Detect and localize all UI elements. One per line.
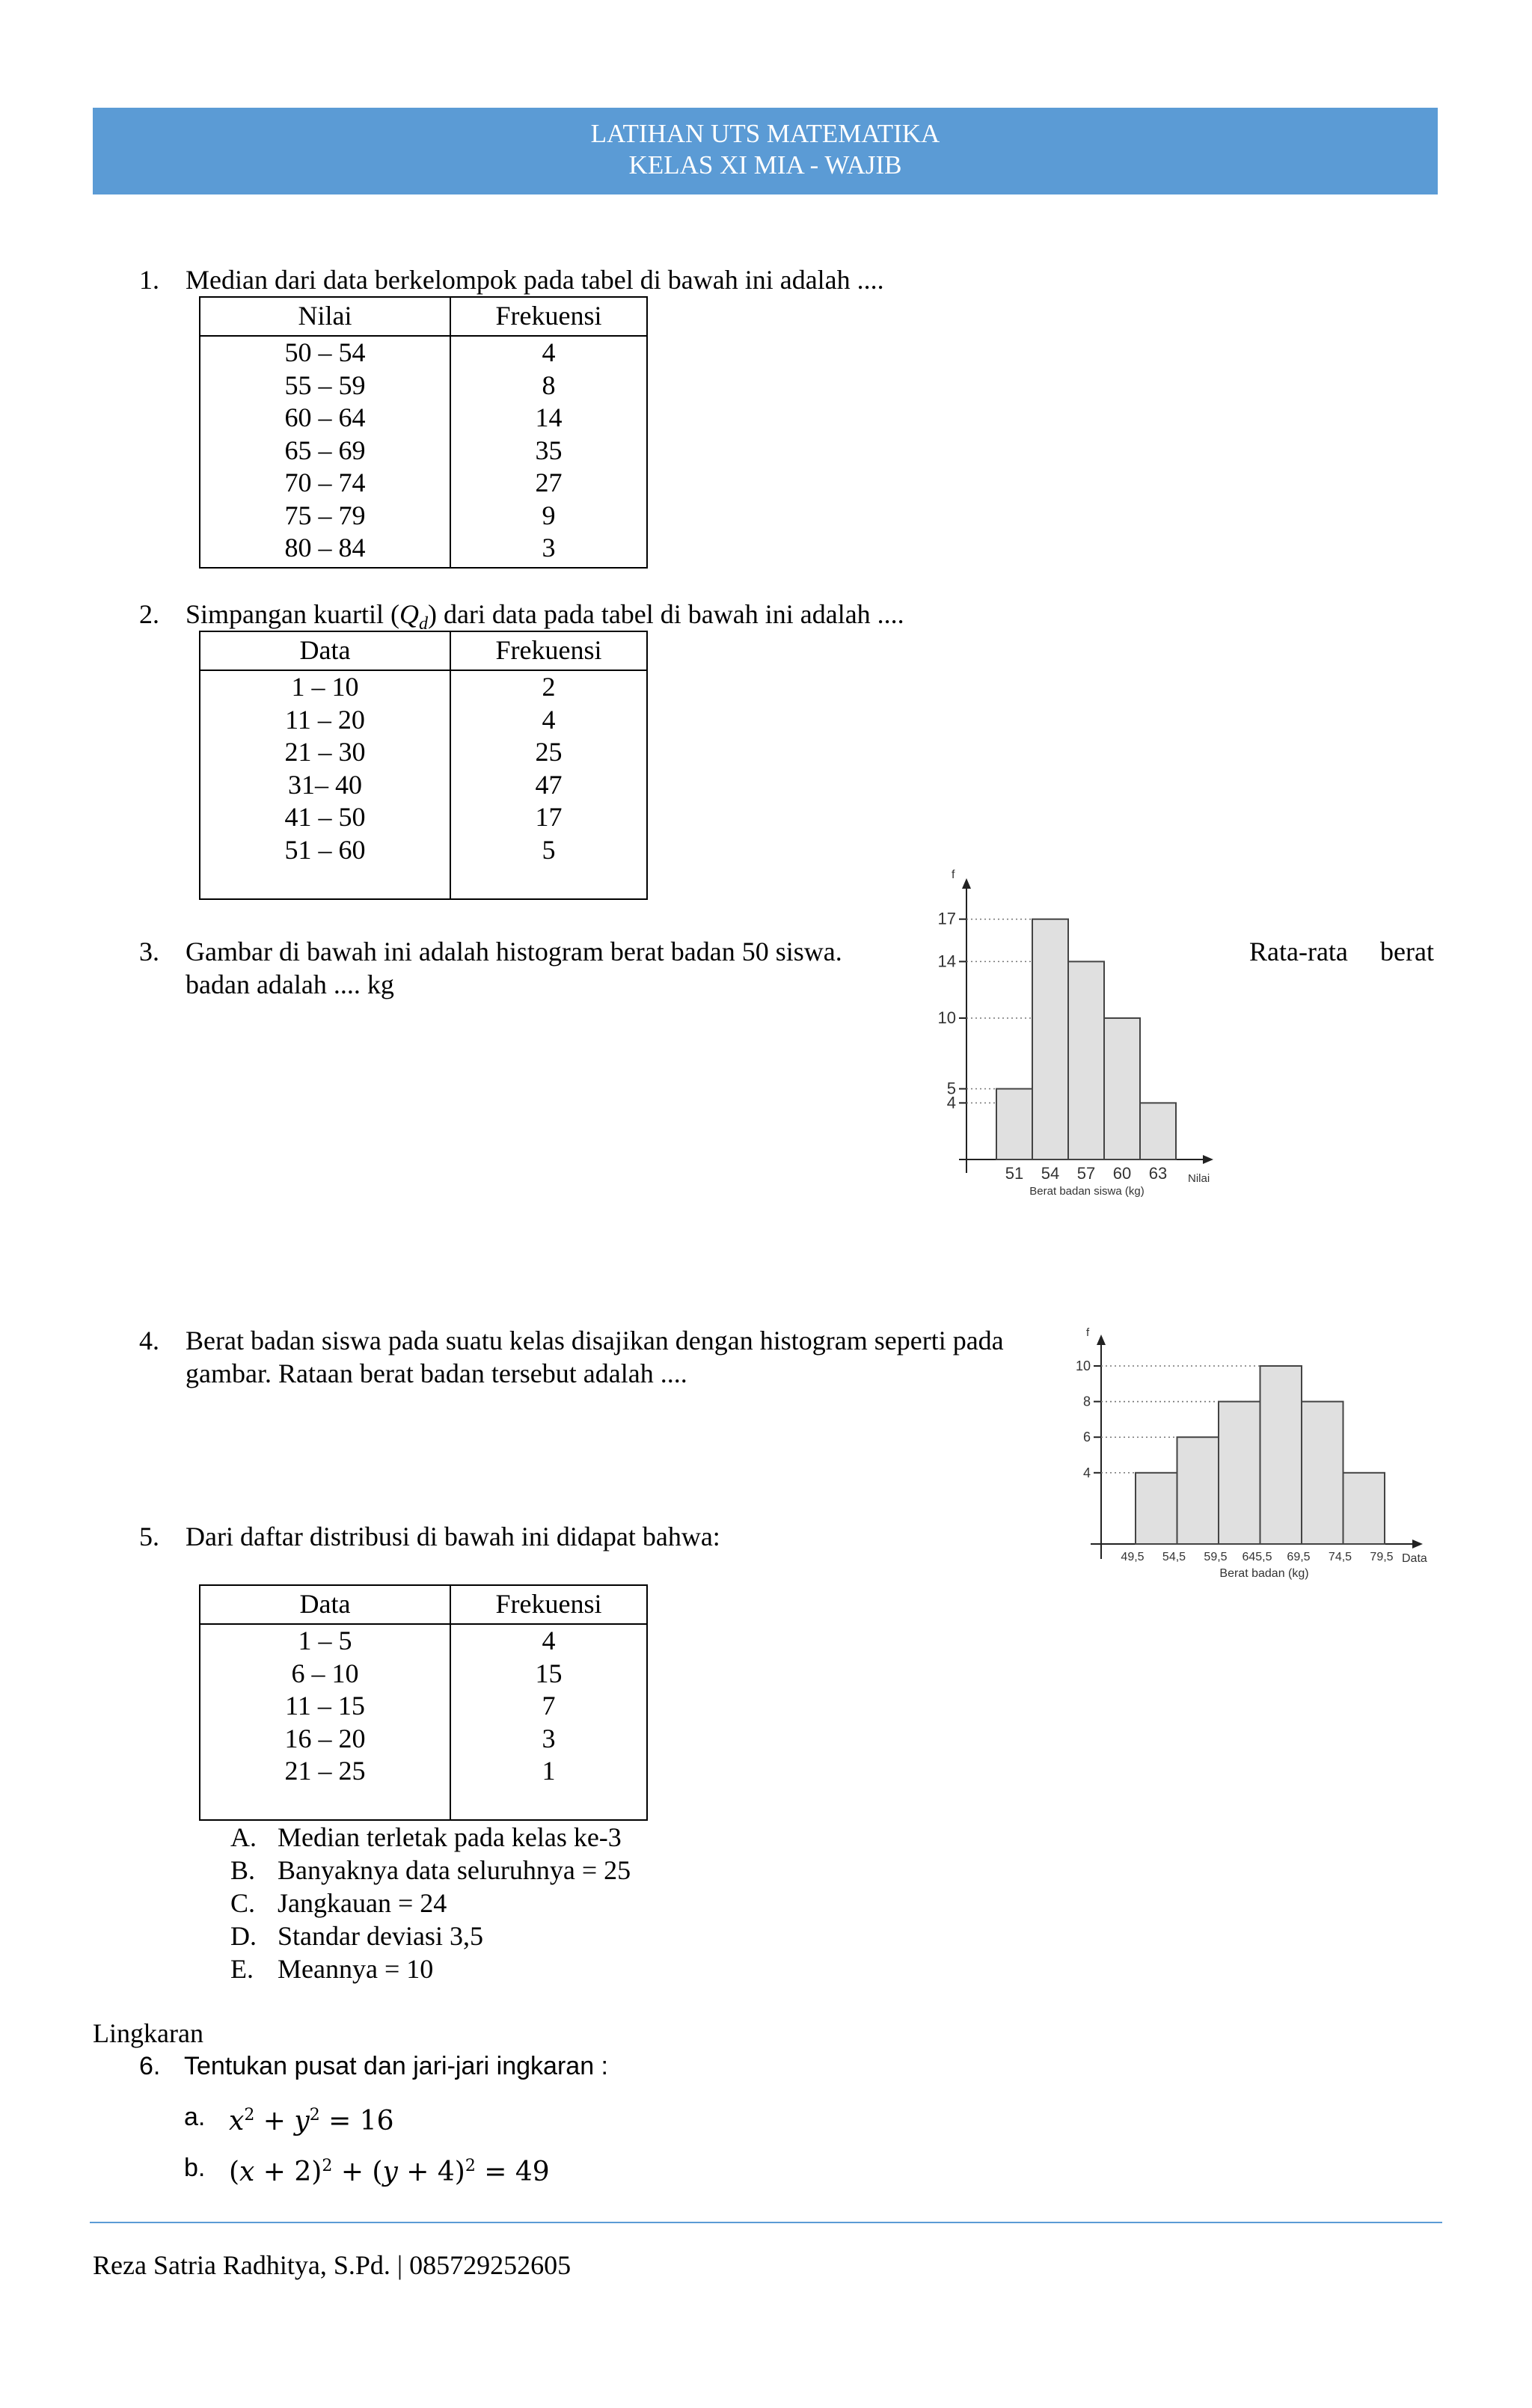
x-tick-label: 51 — [1005, 1164, 1024, 1183]
q4-text-line1: Berat badan siswa pada suatu kelas disajikan dengan histogram seperti pada — [186, 1326, 1004, 1355]
x-axis-caption: Berat badan (kg) — [1219, 1567, 1309, 1580]
q6-number: 6. — [139, 2052, 161, 2080]
y-tick-label: 14 — [937, 952, 956, 971]
q5-table-header-data: Data — [200, 1585, 450, 1624]
q1-number: 1. — [139, 265, 159, 295]
q2-text-before: Simpangan kuartil ( — [186, 599, 399, 629]
q1-frekuensi: 3 — [542, 533, 556, 563]
q5-data: 1 – 5 — [298, 1626, 352, 1655]
q1-col-frekuensi — [450, 336, 647, 568]
histogram-q3 — [883, 860, 1234, 1212]
q1-frekuensi: 4 — [542, 337, 556, 367]
q2-symbol: Q — [399, 599, 419, 629]
q2-data: 21 – 30 — [284, 737, 366, 767]
y-axis-arrow — [962, 878, 971, 889]
q1-text: Median dari data berkelompok pada tabel di bawah ini adalah .... — [186, 265, 884, 295]
q1-nilai: 50 – 54 — [284, 337, 366, 367]
y-tick-label: 10 — [1075, 1358, 1091, 1373]
q5-frekuensi: 1 — [542, 1756, 556, 1786]
q6-text: Tentukan pusat dan jari-jari ingkaran : — [184, 2052, 608, 2080]
x-tick-label: 54,5 — [1162, 1551, 1186, 1563]
q2-data: 31– 40 — [288, 769, 362, 800]
q1-nilai: 70 – 74 — [284, 468, 366, 497]
y-axis-label: f — [1086, 1326, 1090, 1339]
q3-text-right-b: berat — [1380, 937, 1434, 966]
y-tick-label: 10 — [937, 1008, 956, 1027]
histogram-bar — [1260, 1366, 1302, 1544]
q1-frekuensi: 9 — [542, 500, 556, 530]
x-tick-label: 59,5 — [1204, 1551, 1228, 1563]
q2-frekuensi: 25 — [535, 737, 563, 767]
option-label: C. — [230, 1888, 256, 1918]
q1-nilai: 60 – 64 — [284, 402, 366, 432]
q5-col-data — [200, 1624, 450, 1820]
q5-data: 21 – 25 — [284, 1756, 366, 1786]
q5-option-c — [230, 1887, 447, 1920]
footer-divider — [90, 2222, 1442, 2223]
q1-table-header-nilai: Nilai — [200, 297, 450, 336]
q1-col-nilai — [200, 336, 450, 568]
histogram-bar — [1177, 1437, 1219, 1544]
q6b-label: b. — [184, 2154, 206, 2182]
q2-table-header-data: Data — [200, 631, 450, 670]
option-label: A. — [230, 1822, 257, 1852]
q2-text-after: ) dari data pada tabel di bawah ini adalah .... — [427, 599, 904, 629]
histogram-bar — [996, 1089, 1032, 1160]
histogram-bar — [1032, 919, 1068, 1159]
x-axis-arrow — [1412, 1540, 1423, 1548]
q1-frekuensi: 27 — [535, 468, 563, 497]
option-label: E. — [230, 1954, 254, 1984]
q2-frekuensi: 17 — [535, 802, 563, 832]
histogram-q4 — [1055, 1324, 1444, 1593]
q5-data: 11 – 15 — [285, 1691, 365, 1721]
q1-nilai: 80 – 84 — [284, 533, 366, 563]
x-tick-label: 49,5 — [1121, 1551, 1145, 1563]
q5-frekuensi: 15 — [535, 1658, 563, 1688]
q2-frekuensi: 4 — [542, 704, 556, 735]
x-tick-label: 57 — [1076, 1164, 1096, 1183]
q2-table-header-frekuensi: Frekuensi — [450, 631, 647, 670]
q2-frekuensi: 5 — [542, 834, 556, 865]
q3-number: 3. — [139, 937, 159, 966]
q2-col-data — [200, 670, 450, 899]
q2-number: 2. — [139, 599, 159, 629]
header-subtitle: KELAS XI MIA - WAJIB — [628, 150, 902, 180]
y-axis-arrow — [1097, 1335, 1106, 1345]
q2-data: 1 – 10 — [291, 672, 359, 702]
q5-option-e — [230, 1952, 433, 1985]
option-text: Meannya = 10 — [278, 1954, 434, 1984]
q5-text: Dari daftar distribusi di bawah ini didapat bahwa: — [186, 1522, 720, 1551]
q1-nilai: 75 – 79 — [284, 500, 366, 530]
section-title: Lingkaran — [93, 2018, 203, 2048]
q5-table-header-frekuensi: Frekuensi — [450, 1585, 647, 1624]
q3-text-line1: Gambar di bawah ini adalah histogram berat badan 50 siswa. — [186, 937, 842, 966]
q1-table — [199, 296, 648, 569]
q1-table-header-frekuensi: Frekuensi — [450, 297, 647, 336]
x-axis-label: Nilai — [1188, 1172, 1210, 1185]
y-axis-label: f — [952, 868, 955, 881]
y-tick-label: 8 — [1082, 1394, 1091, 1409]
x-tick-label: 79,5 — [1370, 1551, 1394, 1563]
q4-text-line2: gambar. Rataan berat badan tersebut adalah .... — [186, 1358, 687, 1388]
y-tick-label: 5 — [946, 1079, 956, 1098]
q2-subscript: d — [418, 614, 428, 634]
q6a-label: a. — [184, 2103, 206, 2131]
histogram-bar — [1219, 1402, 1260, 1544]
q6a-equation: $x^2 + y^2 = 16$ — [229, 2106, 394, 2136]
q2-table — [199, 631, 648, 900]
x-tick-label: 60 — [1112, 1164, 1132, 1183]
footer-author: Reza Satria Radhitya, S.Pd. | 085729252605 — [93, 2250, 572, 2280]
q2-data: 41 – 50 — [284, 802, 366, 832]
y-tick-label: 17 — [937, 909, 956, 928]
q1-nilai: 55 – 59 — [284, 370, 366, 400]
q5-number: 5. — [139, 1522, 159, 1551]
q2-data: 51 – 60 — [284, 834, 366, 865]
x-axis-caption: Berat badan siswa (kg) — [1029, 1185, 1145, 1198]
q5-option-a — [230, 1821, 622, 1854]
x-axis-arrow — [1203, 1155, 1213, 1164]
option-text: Median terletak pada kelas ke-3 — [278, 1822, 622, 1852]
histogram-bar — [1302, 1402, 1343, 1544]
histogram-bar — [1104, 1018, 1140, 1159]
x-tick-label: 63 — [1148, 1164, 1168, 1183]
option-text: Banyaknya data seluruhnya = 25 — [278, 1855, 631, 1885]
q5-frekuensi: 4 — [542, 1626, 556, 1655]
histogram-bar — [1136, 1473, 1177, 1544]
x-tick-label: 69,5 — [1287, 1551, 1311, 1563]
q2-frekuensi: 2 — [542, 672, 556, 702]
y-tick-label: 4 — [1082, 1465, 1091, 1480]
q1-frekuensi: 8 — [542, 370, 556, 400]
q5-table — [199, 1584, 648, 1821]
q1-frekuensi: 14 — [535, 402, 563, 432]
option-text: Jangkauan = 24 — [278, 1888, 447, 1918]
histogram-bar — [1140, 1103, 1176, 1159]
q4-number: 4. — [139, 1326, 159, 1355]
histogram-bar — [1343, 1473, 1385, 1544]
q5-frekuensi: 7 — [542, 1691, 556, 1721]
q3-text-line2: badan adalah .... kg — [186, 969, 394, 999]
option-label: B. — [230, 1855, 256, 1885]
y-tick-label: 6 — [1082, 1430, 1091, 1445]
x-tick-label: 74,5 — [1328, 1551, 1352, 1563]
q5-data: 6 – 10 — [291, 1658, 359, 1688]
x-tick-label: 645,5 — [1242, 1551, 1272, 1563]
option-text: Standar deviasi 3,5 — [278, 1921, 483, 1951]
q2-data: 11 – 20 — [285, 704, 365, 735]
q6b-equation: $(x + 2)^2 + (y + 4)^2 = 49$ — [229, 2157, 550, 2187]
y-tick-label: 4 — [946, 1093, 956, 1112]
q5-col-frekuensi — [450, 1624, 647, 1820]
q1-frekuensi: 35 — [535, 435, 563, 465]
q3-text-right-a: Rata-rata — [1249, 937, 1348, 966]
option-label: D. — [230, 1921, 257, 1951]
q5-data: 16 – 20 — [284, 1723, 366, 1753]
page-header — [93, 108, 1438, 194]
x-axis-label: Data — [1402, 1552, 1427, 1565]
x-tick-label: 54 — [1041, 1164, 1060, 1183]
q5-frekuensi: 3 — [542, 1723, 556, 1753]
q2-frekuensi: 47 — [535, 769, 563, 800]
q5-option-d — [230, 1920, 483, 1952]
q1-nilai: 65 – 69 — [284, 435, 366, 465]
q2-col-frekuensi — [450, 670, 647, 899]
histogram-bar — [1068, 961, 1104, 1159]
q5-option-b — [230, 1854, 631, 1887]
header-title: LATIHAN UTS MATEMATIKA — [590, 119, 940, 148]
